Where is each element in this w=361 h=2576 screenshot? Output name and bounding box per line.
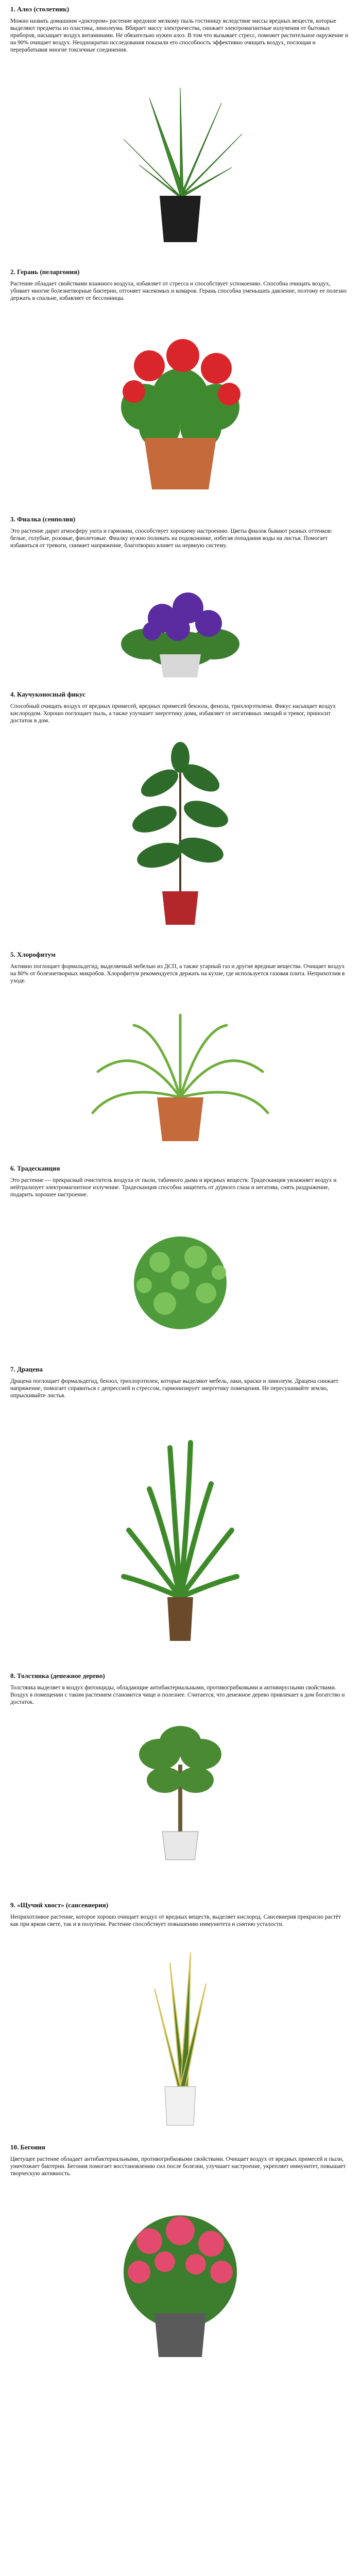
section-dracaena — [10, 1365, 350, 1399]
section-violet — [10, 515, 350, 549]
geranium-plant-image — [98, 330, 263, 495]
section-text: Активно поглощает формальдегид, выделяемый мебелью из ДСП, а также угарный газ и другие вредные вещества. Очищает воздух на 80% от болезнетворных микробов. Хлорофитум рекомендуется держать на кухне, где используется газовая плита. Неприхотлив в уходе. — [10, 963, 345, 984]
section-aloe — [10, 5, 350, 54]
violet-plant-image — [121, 572, 239, 680]
section-tradescantia — [10, 1164, 350, 1198]
section-title: 4. Каучуконосный фикус — [10, 690, 86, 698]
section-chlorophytum — [10, 951, 350, 985]
tradescantia-plant-image — [118, 1221, 242, 1345]
section-sansevieria — [10, 1901, 350, 1928]
section-title: 1. Алоэ (столетник) — [10, 5, 70, 13]
section-crassula — [10, 1672, 350, 1706]
section-geranium — [10, 268, 350, 302]
section-title: 2. Герань (пеларгония) — [10, 268, 80, 276]
section-title: 8. Толстянка (денежное дерево) — [10, 1672, 105, 1680]
section-title: 7. Драцена — [10, 1365, 43, 1373]
section-title: 10. Бегония — [10, 2143, 45, 2151]
crassula-plant-image — [129, 1723, 232, 1862]
ficus-plant-image — [124, 742, 237, 927]
section-text: Цветущее растение обладает антибактериальными, противогрибковыми свойствами. Очищает воздух от вредных примесей и пыли, уничтожает бактерии. Бегония помогает восстановлению сил после болезни, улучшает настроение, укрепляет иммунитет, повышает творческую активность. — [10, 2156, 346, 2177]
section-ficus — [10, 690, 350, 724]
section-text: Растение обладает свойствами влажного воздуха, избавляет от стресса и способствует успокоению. Способна очищать воздух, убивает многие болезнетворные бактерии, отгоняет насекомых и комаров. Герань способна уменьшать давление, поэтому ее полезно держать в спальне, избавляет от бессонницы. — [10, 281, 347, 301]
section-text: Это растение — прекрасный очиститель воздуха от пыли, табачного дыма и вредных веществ. Традесканция увлажняет воздух и нейтрализует электромагнитное излучение. Традесканция способна защитить от дурного глаза и негатива, снять раздражение, подарить хорошее настроение. — [10, 1177, 337, 1198]
section-title: 6. Традесканция — [10, 1164, 60, 1172]
section-text: Неприхотливое растение, которое хорошо очищает воздух от вредных веществ, выделяет кислород. Сансевиерия прекрасно растёт как при ярком свете, так и в полутени. Растение способствует повышению иммунитета и снятию усталости. — [10, 1914, 341, 1927]
aloe-plant-image — [108, 77, 252, 247]
section-text: Можно назвать домашним «доктором» растение вредоноe мелкому пыль гостиницу вследствие массы вредных веществ, которые выделяют предметы из пластика, линолеума. Вбирает массу электричества, снижает электромагнитные излучения от бытовых приборов, насыщает воздух витаминами. Не обязательно нужен алоэ. В том что вызывает стресс, поможет растительное окружение и на 90% очищает воздух. Неоднократно исследования показали его способность эффективно очищать воздух, поглощая и перерабатывая многие токсичные соединения. — [10, 18, 349, 53]
section-text: Толстянка выделяет в воздух фитонциды, обладающие антибактериальными, противогрибковыми и антивирусными свойствами. Воздух в помещении с таким растением становится чище и полезнее. Считается, что денежное дерево привлекает в дом богатство и достаток. — [10, 1685, 345, 1705]
dracaena-plant-image — [118, 1427, 242, 1643]
section-text: Это растение дарит атмосферу уюта и гармонии, способствует хорошему настроению. Цветы фиалок бывают разных оттенков: белые, голубые, розовые, фиолетовые. Фиалку нужно поливать на подоконнике, избегая попадания воды на листья. Помогает избавиться от тревоги, снимает напряжение, благотворно влияет на нервную систему. — [10, 528, 333, 549]
section-text: Способный очищать воздух от вредных примесей, вредных примесей бензола, фенола, трихлорэтилена. Фикус насыщает воздух кислородом. Хорошо поглощает пыль, а также улучшает энергетику дома, избавляет от негативных эмоций и тревог, приносит достаток в дом. — [10, 703, 336, 724]
sansevieria-plant-image — [139, 1942, 221, 2128]
section-title: 9. «Щучий хвост» (сансевиерия) — [10, 1901, 109, 1909]
section-begonia — [10, 2143, 350, 2177]
chlorophytum-plant-image — [88, 1010, 273, 1144]
section-text: Драцена поглощает формальдегид, бензол, трихлорэтилен, которые выделяют мебель, лаки, краски и линолеум. Драцена снижает напряжение, помогает справиться с депрессией и стрессом, гармонизирует энергетику помещения. Не пересушивайте землю, опрыскивайте листья. — [10, 1378, 339, 1399]
begonia-plant-image — [103, 2195, 257, 2360]
section-title: 5. Хлорофитум — [10, 951, 56, 958]
section-title: 3. Фиалка (сенполия) — [10, 515, 76, 523]
